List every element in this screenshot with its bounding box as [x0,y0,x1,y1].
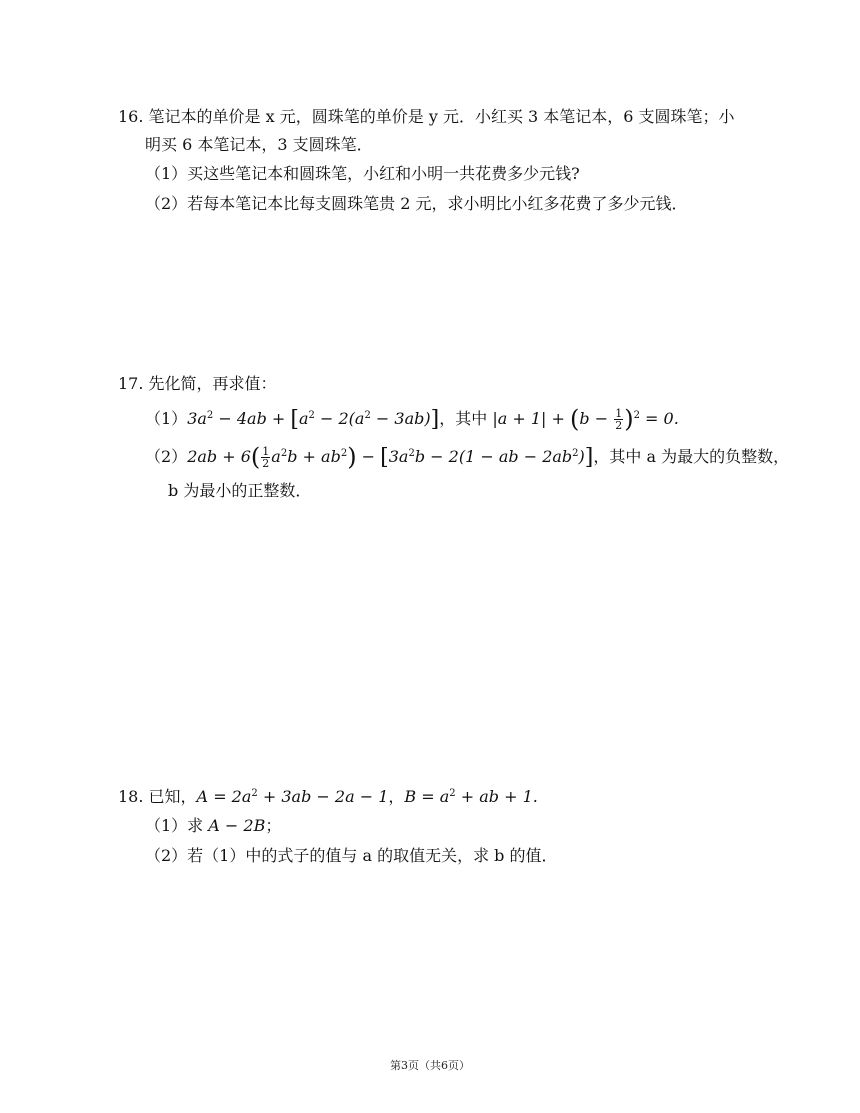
q17-stem: 17. 先化简，再求值： [118,374,277,393]
q18-part1-expression: A − 2B [208,816,266,835]
q18-part1-label: （1）求 [145,816,204,835]
q16-part2: （2）若每本笔记本比每支圆珠笔贵 2 元，求小明比小红多花费了多少元钱． [145,194,688,213]
q16-line2: 明买 6 本笔记本，3 支圆珠笔． [145,135,373,154]
q16-part1: （1）买这些笔记本和圆珠笔，小红和小明一共花费多少元钱? [145,164,580,183]
q17-part2-label: （2） [145,447,188,466]
q18-stem-label: 18. 已知， [118,787,197,806]
q16-line1: 16. 笔记本的单价是 x 元，圆珠笔的单价是 y 元．小红买 3 本笔记本，6 支圆珠笔；小 [118,107,735,126]
q17-part1-tail: ，其中 [439,409,488,428]
q18-separator: ， [388,787,405,806]
q17-part1-expression: $3a^2 - 4ab + [a^2 - 2(a^2 - 3ab)]$ [187,407,440,432]
q18-part2: （2）若（1）中的式子的值与 a 的取值无关，求 b 的值． [145,846,558,865]
q18-expression-b: $B = a^2$ + ab + 1. [404,787,538,806]
q17-part2-tail: ，其中 a 为最大的负整数， [593,447,790,466]
q17-part2 [145,443,790,471]
q18-stem [118,786,538,808]
q18-expression-a: $A = 2a^2 + 3ab - 2a - 1$ [196,787,389,806]
q17-part1-label: （1） [145,409,188,428]
q18-part1: （1）求 A − 2B； [145,816,282,835]
q17-part1 [145,405,679,433]
q17-part2-expression: 2ab + 6( $\frac{1}{2}$ $a^2b + ab^2) - [3a^2b - 2(1$ − ab − $2ab^2$)] [187,443,594,471]
q17-part2-line2: b 为最小的正整数． [168,481,312,500]
page-footer: 第3页（共6页） [390,1059,470,1072]
q17-part1-condition: |a + 1| + (b − $\frac{1}{2}$ )$^2$ = 0. [492,405,679,433]
